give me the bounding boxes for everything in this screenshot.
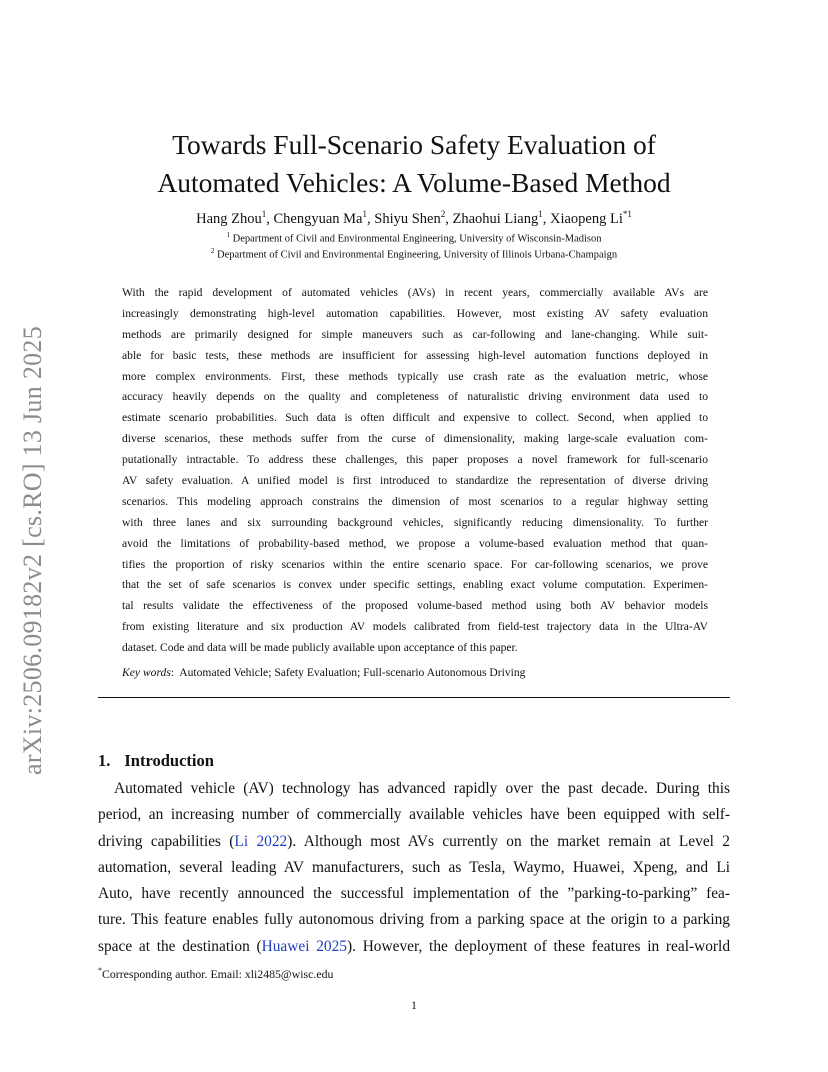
abstract-line: tifies the proportion of risky scenarios within the entire scenario space. For car-following scenarios, we prove bbox=[122, 557, 708, 571]
line-text: space at the destination ( bbox=[98, 937, 262, 955]
paragraph-line bbox=[98, 934, 730, 960]
citation-link[interactable]: Huawei 2025 bbox=[261, 937, 347, 955]
abstract-line: scenarios. This modeling approach constrains the dimension of most scenarios to a regular highway setting bbox=[122, 494, 708, 508]
abstract-line: avoid the limitations of probability-based method, we propose a volume-based evaluation method that quan- bbox=[122, 536, 708, 550]
arxiv-identifier-stamp: arXiv:2506.09182v2 [cs.RO] 13 Jun 2025 bbox=[18, 325, 47, 775]
abstract-line: from existing literature and six production AV models calibrated from field-test trajectory data in the Ultra-AV bbox=[122, 620, 708, 634]
affiliation bbox=[100, 231, 728, 245]
paragraph-line bbox=[98, 907, 730, 933]
affiliation-text: Department of Civil and Environmental Engineering, University of Illinois Urbana-Champaign bbox=[217, 249, 618, 261]
footnote-mark: * bbox=[98, 966, 102, 975]
author-name: Xiaopeng Li bbox=[550, 210, 623, 227]
section-heading bbox=[98, 751, 214, 771]
abstract bbox=[122, 283, 708, 659]
line-text: period, an increasing number of commercially available vehicles have been equipped with self- bbox=[98, 806, 730, 824]
keywords: Key words: Automated Vehicle; Safety Evaluation; Full-scenario Autonomous Driving bbox=[122, 666, 526, 679]
abstract-line: with three lanes and six surrounding background vehicles, significantly reducing dimensionality. To further bbox=[122, 515, 708, 529]
abstract-line: estimate scenario probabilities. Such data is often difficult and expensive to collect. Second, when applied to bbox=[122, 411, 708, 425]
line-text: ). However, the deployment of these features in real-world bbox=[347, 937, 731, 955]
keywords-label: Key words bbox=[122, 666, 171, 679]
page-number: 1 bbox=[411, 1000, 417, 1012]
paper-title bbox=[100, 126, 728, 202]
citation-link[interactable]: Li 2022 bbox=[234, 832, 288, 850]
paragraph-line bbox=[98, 776, 730, 802]
affiliation bbox=[100, 247, 728, 261]
line-text: Automated vehicle (AV) technology has advanced rapidly over the past decade. During this bbox=[114, 780, 730, 797]
author-list: Hang Zhou$^1$, Chengyuan Ma$^1$, Shiyu Shen$^2$, Zhaohui Liang$^1$, Xiaopeng Li$^{*1}$ bbox=[196, 209, 632, 227]
author-affiliation-mark: 1 bbox=[261, 209, 267, 219]
line-text: ture. This feature enables fully autonomous driving from a parking space at the origin to a parking bbox=[98, 911, 730, 929]
paragraph-line bbox=[98, 802, 730, 828]
line-text: Auto, have recently announced the successful implementation of the ”parking-to-parking” fea- bbox=[98, 885, 730, 903]
footnote-text: Corresponding author. Email: xli2485@wisc.edu bbox=[102, 966, 334, 981]
abstract-line: able for basic tests, these methods are insufficient for assessing high-level automation functions deployed in bbox=[122, 348, 708, 362]
abstract-line: dataset. Code and data will be made publicly available upon acceptance of this paper. bbox=[122, 641, 518, 655]
paragraph-line bbox=[98, 829, 730, 855]
author-name: Chengyuan Ma bbox=[273, 210, 363, 227]
footnote bbox=[98, 966, 333, 982]
author-affiliation-mark: 1 bbox=[538, 209, 543, 219]
author-name: Zhaohui Liang bbox=[452, 210, 539, 227]
abstract-line: AV safety evaluation. A unified model is first introduced to standardize the representation of diverse driving bbox=[122, 474, 708, 488]
author-name: Shiyu Shen bbox=[374, 210, 441, 227]
line-text: driving capabilities ( bbox=[98, 832, 235, 850]
author-name: Hang Zhou bbox=[196, 210, 262, 227]
introduction-body bbox=[98, 776, 730, 960]
author-affiliation-mark: 2 bbox=[440, 209, 446, 219]
line-text: automation, several leading AV manufacturers, such as Tesla, Waymo, Huawei, Xpeng, and Li bbox=[98, 858, 730, 876]
abstract-line: With the rapid development of automated vehicles (AVs) in recent years, commercially available AVs are bbox=[122, 286, 708, 299]
abstract-line: that the set of safe scenarios is convex under specific settings, enabling exact volume computation. Experimen- bbox=[122, 578, 708, 592]
title-line-2: Automated Vehicles: A Volume-Based Method bbox=[157, 167, 671, 198]
paragraph-line bbox=[98, 855, 730, 881]
author-affiliation-mark: *1 bbox=[622, 209, 632, 219]
section-title: Introduction bbox=[124, 751, 214, 770]
abstract-line: methods are primarily designed for simple maneuvers such as car-following and lane-changing. While suit- bbox=[122, 327, 708, 341]
affiliation-number: 2 bbox=[210, 247, 215, 255]
author-affiliation-mark: 1 bbox=[362, 209, 367, 219]
abstract-line: increasingly demonstrating high-level automation capabilities. However, most existing AV safety evaluation bbox=[122, 306, 708, 320]
abstract-line: tal results validate the effectiveness of the proposed volume-based method using both AV behavior models bbox=[122, 599, 708, 613]
paragraph-line bbox=[98, 881, 730, 907]
line-text: ). Although most AVs currently on the market remain at Level 2 bbox=[287, 832, 730, 850]
abstract-line: putationally intractable. To address these challenges, this paper proposes a novel framework for full-scenario bbox=[122, 453, 708, 467]
affiliation-number: 1 bbox=[226, 231, 230, 239]
abstract-line: accuracy heavily depends on the quality and completeness of naturalistic driving environment data used to bbox=[122, 390, 708, 404]
keywords-text: Automated Vehicle; Safety Evaluation; Full-scenario Autonomous Driving bbox=[179, 666, 526, 679]
section-divider bbox=[98, 697, 730, 698]
section-number: 1. bbox=[98, 751, 111, 770]
abstract-line: more complex environments. First, these methods typically use crash rate as the evaluation metric, whose bbox=[122, 369, 708, 383]
abstract-line: diverse scenarios, these methods suffer from the curse of dimensionality, making large-scale evaluation com- bbox=[122, 432, 708, 446]
affiliation-text: Department of Civil and Environmental Engineering, University of Wisconsin-Madison bbox=[232, 233, 602, 245]
title-line-1: Towards Full-Scenario Safety Evaluation of bbox=[172, 129, 656, 160]
